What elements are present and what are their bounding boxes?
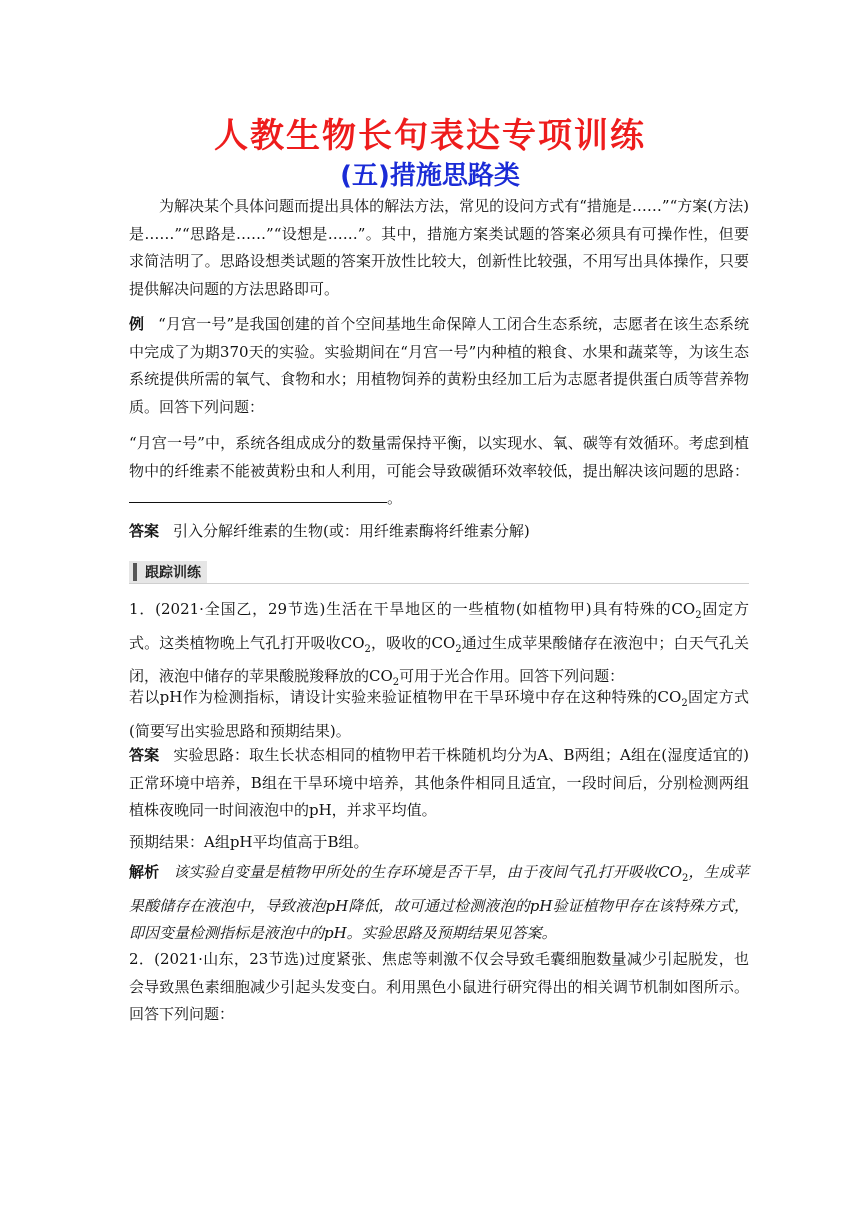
- example-text: “月宫一号”是我国创建的首个空间基地生命保障人工闭合生态系统，志愿者在该生态系统中完成了为期370天的实验。实验期间在“月宫一号”内种植的粮食、水果和蔬菜等，为该生态系统提供所需的氧气、食物和水；用植物饲养的黄粉虫经加工后为志愿者提供蛋白质等营养物质。回答下列问题：: [129, 315, 749, 416]
- q1-analysis-a: 该实验自变量是植物甲所处的生存环境是否干旱，由于夜间气孔打开吸收CO: [173, 863, 682, 881]
- example-paragraph: [129, 311, 749, 421]
- q1-analysis-label: 解析: [129, 863, 160, 881]
- question-1-ask: [129, 684, 749, 745]
- sub-2: 2: [682, 873, 689, 884]
- q1-ask-b: 固定方式(简要写出实验思路和预期结果)。: [129, 688, 749, 740]
- example-label: 例: [129, 315, 145, 333]
- q1-answer-text: 实验思路：取生长状态相同的植物甲若干株随机均分为A、B两组；A组在(湿度适宜的)正常环境中培养，B组在干旱环境中培养，其他条件相同且适宜，一段时间后，分别检测两组植株夜晚同一时间液泡中的pH，并求平均值。: [129, 746, 749, 820]
- badge-bar: [133, 563, 137, 581]
- example-answer: [129, 518, 749, 546]
- q1-text-b: 固定方式。这类植物晚上气孔打开吸收CO: [129, 600, 749, 652]
- section-divider: [129, 583, 749, 584]
- q1-text-e: 可用于光合作用。回答下列问题：: [399, 667, 625, 686]
- sub-2: 2: [681, 698, 688, 709]
- answer-blank[interactable]: [129, 486, 387, 503]
- section-badge: [129, 561, 207, 583]
- intro-paragraph: 为解决某个具体问题而提出具体的解法方法，常见的设问方式有“措施是……”“方案(方法)是……”“思路是……”“设想是……”。其中，措施方案类试题的答案必须具有可操作性，但要求简洁明了。思路设想类试题的答案开放性比较大，创新性比较强，不用写出具体操作，只要提供解决问题的方法思路即可。: [129, 197, 749, 298]
- question-2: 2．(2021·山东，23节选)过度紧张、焦虑等刺激不仅会导致毛囊细胞数量减少引起脱发，也会导致黑色素细胞减少引起头发变白。利用黑色小鼠进行研究得出的相关调节机制如图所示。回答下列问题：: [129, 950, 749, 1024]
- question-1-analysis: [129, 859, 749, 948]
- document-subtitle: (五)措施思路类: [340, 161, 520, 191]
- answer-label: 答案: [129, 522, 160, 540]
- q1-text-c: ，吸收的CO: [370, 633, 456, 652]
- q1-answer-label: 答案: [129, 746, 160, 764]
- q1-text-a: 1．(2021·全国乙，29节选)生活在干旱地区的一些植物(如植物甲)具有特殊的CO: [129, 600, 696, 618]
- q1-ask-a: 若以pH作为检测指标，请设计实验来验证植物甲在干旱环境中存在这种特殊的CO: [129, 688, 682, 706]
- section-badge-label: 跟踪训练: [145, 565, 201, 581]
- question-1: [129, 596, 749, 697]
- sub-2: 2: [455, 643, 462, 655]
- example-question: [129, 430, 749, 513]
- question-end: 。: [387, 489, 403, 508]
- sub-2: 2: [364, 643, 371, 655]
- q1-analysis-b: ，生成苹果酸储存在液泡中，导致液泡pH降低，故可通过检测液泡的pH验证植物甲存在该特殊方式，即因变量检测指标是液泡中的pH。实验思路及预期结果见答案。: [129, 863, 749, 943]
- sub-2: 2: [392, 677, 400, 689]
- document-title: 人教生物长句表达专项训练: [214, 116, 646, 156]
- question-1-expect: 预期结果：A组pH平均值高于B组。: [129, 833, 369, 851]
- sub-2: 2: [695, 610, 702, 621]
- answer-text: 引入分解纤维素的生物(或：用纤维素酶将纤维素分解): [173, 522, 530, 540]
- example-question-text: “月宫一号”中，系统各组成成分的数量需保持平衡，以实现水、氧、碳等有效循环。考虑到植物中的纤维素不能被黄粉虫和人利用，可能会导致碳循环效率较低，提出解决该问题的思路：: [129, 434, 749, 480]
- question-1-answer: [129, 742, 749, 825]
- q1-text-d: 通过生成苹果酸储存在液泡中；白天气孔关闭，液泡中储存的苹果酸脱羧释放的CO: [129, 633, 749, 686]
